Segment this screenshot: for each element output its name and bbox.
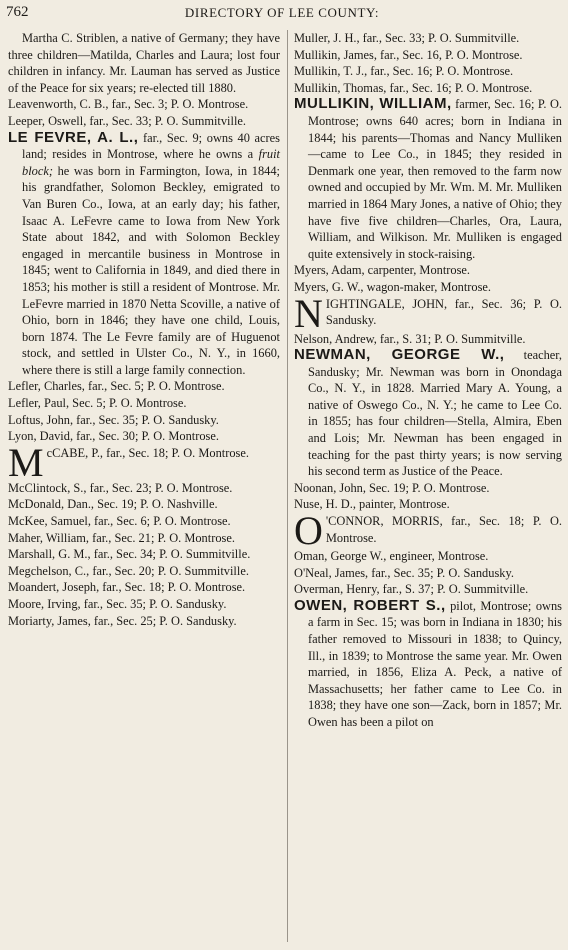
entry-marshall: Marshall, G. M., far., Sec. 34; P. O. Summitville.	[8, 547, 251, 562]
entry-mullikin-william: MULLIKIN, WILLIAM, farmer, Sec. 16; P. O. Montrose; owns 640 acres; born in Indiana in 1844; his parents—Thomas and Nancy Mulliken—came to Lee Co., in 1845; they resided in Denmark one year, then removed to the farm now owned and occupied by Mr. Wm. M. Mr. Mulliken married in 1864 Mary Jones, a native of Ohio; they have five five children—Charles, Ora, Laura, William, and Wilkison. Mr. Mulliken is engaged quite extensively in stock-raising.	[294, 95, 562, 261]
entry-lefler-paul: Lefler, Paul, Sec. 5; P. O. Montrose.	[8, 396, 187, 411]
entry-name-newman: NEWMAN, GEORGE W.,	[294, 346, 505, 364]
entry-muller: Muller, J. H., far., Sec. 33; P. O. Summitville.	[294, 31, 520, 45]
entry-mccabe: McCABE, P., far., Sec. 18; P. O. Montrose.	[8, 439, 249, 485]
drop-cap-m: M	[8, 439, 44, 485]
left-column	[8, 30, 280, 629]
entry-mullikin-thomas: Mullikin, Thomas, far., Sec. 16; P. O. Montrose.	[294, 80, 533, 95]
entry-mcclintock: McClintock, S., far., Sec. 23; P. O. Montrose.	[8, 480, 233, 495]
drop-cap-n: N	[294, 290, 323, 336]
page-number: 762	[6, 4, 29, 20]
entry-nelson: Nelson, Andrew, far., S. 31; P. O. Summitville.	[294, 331, 526, 346]
entry-mullikin-james: Mullikin, James, far., Sec. 16, P. O. Montrose.	[294, 47, 523, 62]
entry-maher: Maher, William, far., Sec. 21; P. O. Montrose.	[8, 530, 235, 545]
entry-lauman-continued: Martha C. Striblen, a native of Germany; they have three children—Matilda, Charles and Laura; lost four children in infancy. Mr. Lauman has served as Justice of the Peace for six years; re-elected till 1880.	[8, 31, 280, 95]
column-divider	[287, 30, 288, 942]
entry-lefevre: LE FEVRE, A. L., far., Sec. 9; owns 40 acres land; resides in Montrose, where he owns a fruit block; he was born in Farmington, Iowa, in 1844; his grandfather, Solomon Beckley, emigrated to Van Buren Co., Iowa, at an early day; his father, Isaac A. LeFevre came to Iowa from New York State about 1842, and with Solomon Beckley engaged in mercantile business in Montrose in 1845; went to California in 1849, and died there in 1853; his mother is still a resident of Montrose. Mr. LeFevre married in 1870 Netta Scoville, a native of Ohio, born in 1846; they have one child, Louis, born 1874. The Le Fevre family are of Huguenot stock, and settled in Ulster Co., N. Y., in 1660, where there is still a large family connection.	[8, 128, 280, 377]
entry-name-lefevre: LE FEVRE, A. L.,	[8, 128, 139, 146]
entry-myers-adam: Myers, Adam, carpenter, Montrose.	[294, 263, 471, 278]
entry-owen: OWEN, ROBERT S., pilot, Montrose; owns a farm in Sec. 15; was born in Indiana in 1830; his father removed to Missouri in 1838; to Quincy, Ill., in 1839; to Montrose the same year. Mr. Owen married, in 1856, Eliza A. Peck, a native of Massachusetts; her father came to Lee Co. in 1838; they have one son—Zack, born in 1857; Mr. Owen has been a pilot on	[294, 596, 562, 729]
italic-fruit-block: fruit block;	[22, 147, 280, 178]
entry-moore: Moore, Irving, far., Sec. 35; P. O. Sandusky.	[8, 597, 227, 611]
entry-myers-gw: Myers, G. W., wagon-maker, Montrose.	[294, 279, 492, 294]
entry-megchelson: Megchelson, C., far., Sec. 20; P. O. Summitville.	[8, 563, 249, 578]
page-header	[6, 4, 558, 24]
entry-moriarty: Moriarty, James, far., Sec. 25; P. O. Sandusky.	[8, 613, 237, 628]
running-head: DIRECTORY OF LEE COUNTY:	[184, 5, 380, 20]
entry-oneal: O'Neal, James, far., Sec. 35; P. O. Sandusky.	[294, 565, 514, 580]
entry-leavenworth: Leavenworth, C. B., far., Sec. 3; P. O. Montrose.	[8, 97, 249, 112]
right-column	[294, 30, 562, 731]
entry-overman: Overman, Henry, far., S. 37; P. O. Summitville.	[294, 582, 529, 597]
entry-mckee: McKee, Samuel, far., Sec. 6; P. O. Montrose.	[8, 514, 231, 529]
entry-lyon: Lyon, David, far., Sec. 30; P. O. Montrose.	[8, 429, 219, 444]
entry-oman: Oman, George W., engineer, Montrose.	[294, 549, 489, 564]
entry-newman: NEWMAN, GEORGE W., teacher, Sandusky; Mr. Newman was born in Onondaga Co., N. Y., in 1828. Married Mary A. Young, a native of Oswego Co., N. Y.; he came to Lee Co. in 1855; has four children—Stella, Almira, Eben and Lois; Mr. Newman has been engaged in teaching for the past thirty years; is now serving his second term as Justice of the Peace.	[294, 346, 563, 479]
entry-nightingale: NIGHTINGALE, JOHN, far., Sec. 36; P. O. Sandusky.	[294, 290, 562, 336]
entry-leeper: Leeper, Oswell, far., Sec. 33; P. O. Summitville.	[8, 113, 246, 128]
entry-mcdonald: McDonald, Dan., Sec. 19; P. O. Nashville.	[8, 497, 218, 512]
entry-mullikin-tj: Mullikin, T. J., far., Sec. 16; P. O. Montrose.	[294, 64, 514, 79]
entry-oconnor: O 'CONNOR, MORRIS, far., Sec. 18; P. O. Montrose.	[294, 508, 562, 554]
entry-name-mullikin-william: MULLIKIN, WILLIAM,	[294, 95, 452, 113]
drop-cap-o: O	[294, 508, 323, 554]
entry-name-owen: OWEN, ROBERT S.,	[294, 596, 446, 614]
entry-lefler-charles: Lefler, Charles, far., Sec. 5; P. O. Montrose.	[8, 379, 225, 394]
entry-moandert: Moandert, Joseph, far., Sec. 18; P. O. Montrose.	[8, 580, 246, 595]
entry-loftus: Loftus, John, far., Sec. 35; P. O. Sandusky.	[8, 412, 219, 427]
entry-nuse: Nuse, H. D., painter, Montrose.	[294, 497, 450, 512]
entry-noonan: Noonan, John, Sec. 19; P. O. Montrose.	[294, 480, 490, 495]
